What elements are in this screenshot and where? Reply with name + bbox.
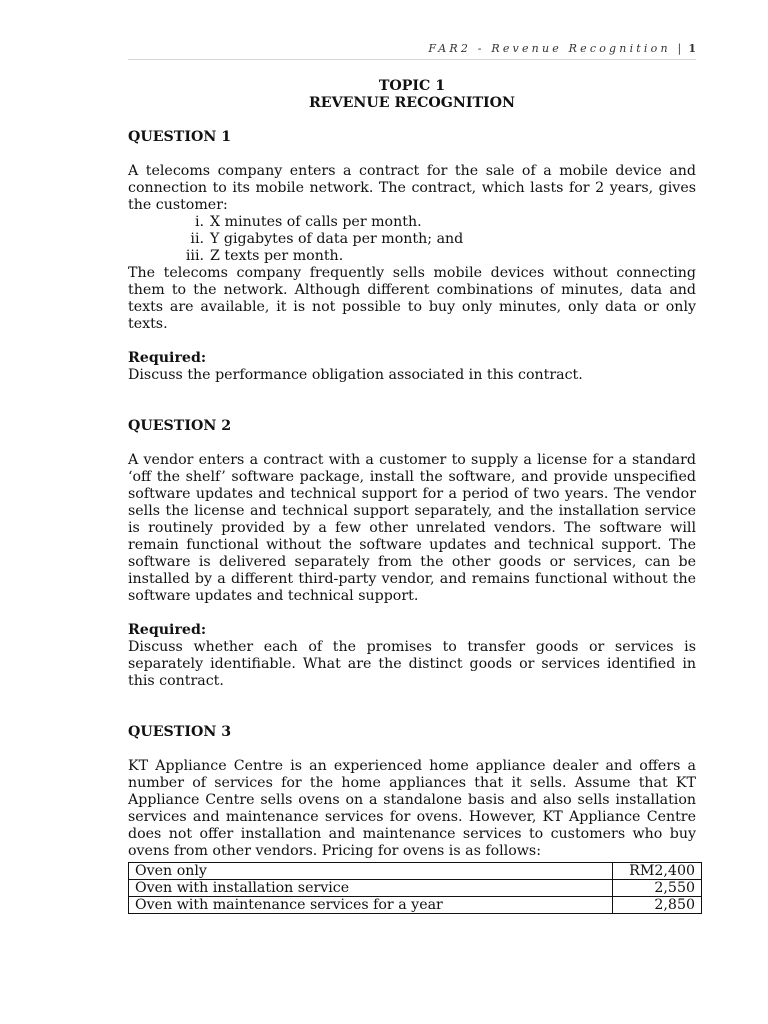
- topic-number: TOPIC 1: [378, 78, 446, 94]
- table-cell-value: RM2,400: [613, 863, 702, 880]
- question-3-heading: QUESTION 3: [128, 724, 232, 740]
- list-item: [128, 214, 696, 231]
- question-1-intro: A telecoms company enters a contract for the sale of a mobile device and connection to its mobile network. The contract, which lasts for 2 years, gives the customer:: [128, 163, 696, 213]
- list-item-number: i.: [194, 214, 204, 230]
- table-cell-value: 2,850: [613, 897, 702, 914]
- question-2-required-text: Discuss whether each of the promises to transfer goods or services is separately identifiable. What are the distinct goods or services identified in this contract.: [128, 639, 696, 689]
- question-1-required-label: Required:: [128, 350, 207, 366]
- list-item-text: Y gigabytes of data per month; and: [210, 231, 464, 247]
- list-item: [128, 231, 696, 248]
- question-1-body: The telecoms company frequently sells mobile devices without connecting them to the network. Although different combinations of minutes, data and texts are available, it is not possible to buy only minutes, only data or only texts.: [128, 265, 696, 332]
- list-item-text: X minutes of calls per month.: [210, 214, 422, 230]
- question-1-required-text: Discuss the performance obligation associated in this contract.: [128, 367, 583, 383]
- question-2-body: A vendor enters a contract with a customer to supply a license for a standard ‘off the shelf’ software package, install the software, and provide unspecified software updates and technical support for a period of two years. The vendor sells the license and technical support separately, and the installation service is routinely provided by a few other unrelated vendors. The software will remain functional without the software updates and technical support. The software is delivered separately from the other goods or services, can be installed by a different third-party vendor, and remains functional without the software updates and technical support.: [128, 452, 696, 604]
- table-row: [129, 863, 702, 880]
- header-divider: [128, 59, 696, 60]
- table-row: [129, 880, 702, 897]
- list-item-number: iii.: [185, 248, 204, 264]
- question-3-body: KT Appliance Centre is an experienced home appliance dealer and offers a number of services for the home appliances that it sells. Assume that KT Appliance Centre sells ovens on a standalone basis and also sells installation services and maintenance services for ovens. However, KT Appliance Centre does not offer installation and maintenance services to customers who buy ovens from other vendors. Pricing for ovens is as follows:: [128, 758, 696, 859]
- header-separator: |: [677, 42, 685, 55]
- question-1-heading: QUESTION 1: [128, 129, 232, 145]
- list-item-number: ii.: [190, 231, 204, 247]
- table-row: [129, 897, 702, 914]
- question-2-heading: QUESTION 2: [128, 418, 232, 434]
- list-item-text: Z texts per month.: [210, 248, 344, 264]
- oven-pricing-table: [128, 862, 702, 914]
- topic-title: REVENUE RECOGNITION: [308, 95, 516, 111]
- header-title: FAR2 - Revenue Recognition: [428, 42, 671, 55]
- table-cell-label: Oven with installation service: [129, 880, 613, 897]
- table-cell-label: Oven with maintenance services for a year: [129, 897, 613, 914]
- page-header: [128, 42, 696, 55]
- question-1-list: [128, 214, 696, 265]
- table-cell-value: 2,550: [613, 880, 702, 897]
- question-2-required-label: Required:: [128, 622, 207, 638]
- document-body: [128, 78, 696, 914]
- table-cell-label: Oven only: [129, 863, 613, 880]
- list-item: [128, 248, 696, 265]
- page-number: 1: [688, 42, 696, 55]
